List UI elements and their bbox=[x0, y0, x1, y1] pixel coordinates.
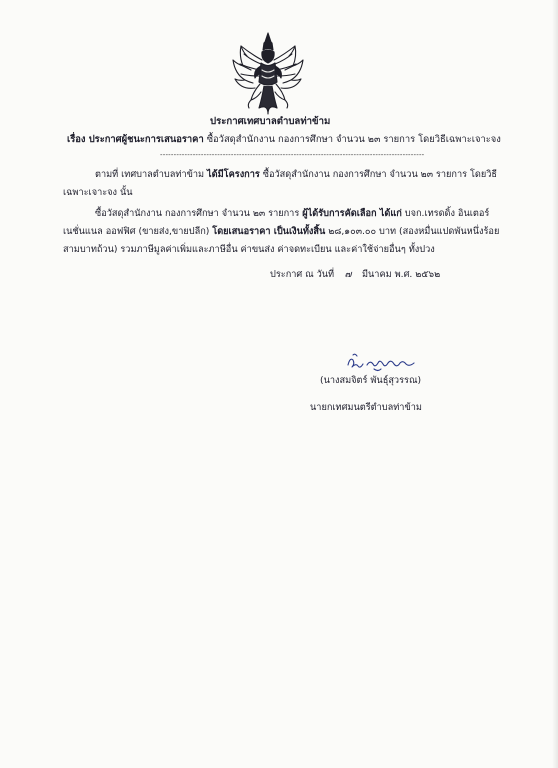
subject-label: เรื่อง ประกาศผู้ชนะการเสนอราคา bbox=[67, 134, 204, 145]
para1-intro: ตามที่ เทศบาลตำบลท่าข้าม bbox=[95, 169, 205, 180]
paragraph-2-line-3: สามบาทถ้วน) รวมภาษีมูลค่าเพิ่มและภาษีอื่น ค่าขนส่ง ค่าจดทะเบียน และค่าใช้จ่ายอื่นๆ ทั้งปวง bbox=[63, 244, 435, 255]
para2-price-amount: ๒๘,๑๐๓.๐๐ บาท (สองหมื่นแปดพันหนึ่งร้อย bbox=[328, 226, 500, 237]
paragraph-1-line-2: เฉพาะเจาะจง นั้น bbox=[63, 187, 133, 198]
paragraph-2-line-2 bbox=[63, 226, 499, 238]
paragraph-1-line-1 bbox=[95, 169, 497, 181]
subject-line bbox=[67, 134, 501, 146]
signer-name: (นางสมจิตร์ พันธุ์สุวรรณ) bbox=[320, 375, 422, 386]
paragraph-2-line-1 bbox=[95, 208, 489, 220]
garuda-emblem-icon bbox=[229, 30, 307, 116]
para2-price-label: โดยเสนอราคา เป็นเงินทั้งสิ้น bbox=[212, 226, 326, 237]
handwritten-signature bbox=[344, 351, 418, 375]
subject-text: ซื้อวัสดุสำนักงาน กองการศึกษา จำนวน ๒๓ รายการ โดยวิธีเฉพาะเจาะจง bbox=[206, 134, 501, 145]
announce-prefix: ประกาศ ณ วันที่ bbox=[270, 269, 335, 280]
para2-winner-name: บจก.เทรดดิ้ง อินเตอร์ bbox=[404, 208, 490, 219]
para1-project-text: ซื้อวัสดุสำนักงาน กองการศึกษา จำนวน ๒๓ รายการ โดยวิธี bbox=[262, 169, 498, 180]
announce-month-year: มีนาคม พ.ศ. ๒๕๖๒ bbox=[361, 269, 441, 280]
para1-project-label: ได้มีโครงการ bbox=[207, 169, 260, 180]
signer-position: นายกเทศมนตรีตำบลท่าข้าม bbox=[310, 402, 422, 413]
para2-item: ซื้อวัสดุสำนักงาน กองการศึกษา จำนวน ๒๓ รายการ bbox=[95, 208, 300, 219]
announce-day: ๗ bbox=[344, 269, 352, 280]
para2-winner-label: ผู้ได้รับการคัดเลือก ได้แก่ bbox=[302, 208, 402, 219]
para2-winner-name-cont: เนชั่นแนล ออฟฟิศ (ขายส่ง,ขายปลีก) bbox=[63, 226, 210, 237]
announcement-date bbox=[270, 269, 440, 281]
separator-line: ------------------------------------------------------------------------------------------------- bbox=[160, 151, 425, 159]
page-edge-shadow bbox=[552, 0, 558, 768]
office-title: ประกาศเทศบาลตำบลท่าข้าม bbox=[210, 116, 331, 127]
